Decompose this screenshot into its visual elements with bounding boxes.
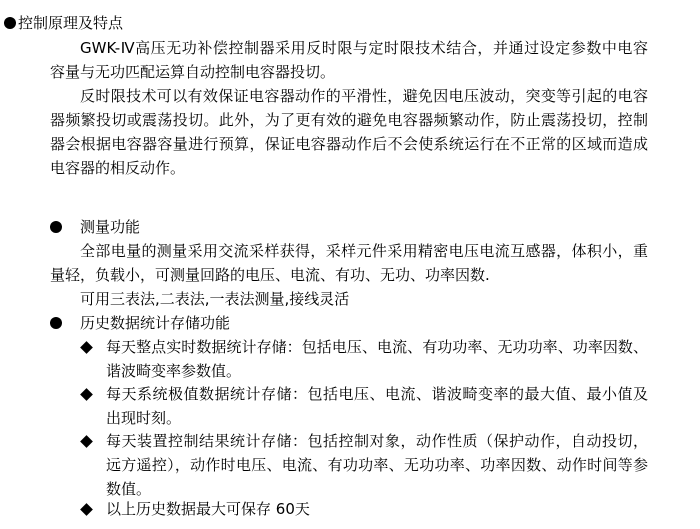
list-item-line: 谐波畸变率参数值。 — [106, 362, 242, 380]
section-bullet-icon — [50, 317, 62, 329]
section-heading: 历史数据统计存储功能 — [80, 314, 231, 332]
diamond-bullet-icon — [80, 435, 93, 448]
paragraph-line: GWK-Ⅳ高压无功补偿控制器采用反时限与定时限技术结合，并通过设定参数中电容 — [80, 39, 648, 57]
paragraph-line: 量轻，负载小，可测量回路的电压、电流、有功、无功、功率因数. — [50, 266, 490, 284]
paragraph-line: 全部电量的测量采用交流采样获得，采样元件采用精密电压电流互感器，体积小，重 — [80, 242, 648, 260]
list-item-line: 每天装置控制结果统计存储：包括控制对象，动作性质（保护动作，自动投切， — [106, 432, 648, 450]
paragraph-line: 电容器的相反动作。 — [50, 159, 186, 177]
list-item-line: 每天系统极值数据统计存储：包括电压、电流、谐波畸变率的最大值、最小值及 — [106, 385, 648, 403]
section-heading: 测量功能 — [80, 218, 141, 236]
paragraph-line: 可用三表法,二表法,一表法测量,接线灵活 — [80, 290, 350, 308]
list-item-line: 数值。 — [106, 480, 152, 498]
list-item-line: 出现时刻。 — [106, 409, 182, 427]
paragraph-line: 反时限技术可以有效保证电容器动作的平滑性，避免因电压波动，突变等引起的电容 — [80, 87, 648, 105]
diamond-bullet-icon — [80, 503, 93, 516]
paragraph-line: 器频繁投切或震荡投切。此外，为了更有效的避免电容器频繁动作，防止震荡投切，控制 — [50, 111, 648, 129]
section-bullet-icon — [50, 221, 62, 233]
section-bullet-icon — [4, 17, 16, 29]
paragraph-line: 器会根据电容器容量进行预算，保证电容器动作后不会使系统运行在不正常的区域而造成 — [50, 135, 648, 153]
list-item-line: 每天整点实时数据统计存储：包括电压、电流、有功功率、无功功率、功率因数、 — [106, 338, 648, 356]
list-item-line: 以上历史数据最大可保存 60天 — [106, 500, 310, 518]
diamond-bullet-icon — [80, 341, 93, 354]
paragraph-line: 容量与无功匹配运算自动控制电容器投切。 — [50, 63, 336, 81]
section-heading: 控制原理及特点 — [18, 14, 124, 32]
diamond-bullet-icon — [80, 388, 93, 401]
list-item-line: 远方遥控），动作时电压、电流、有功功率、无功功率、功率因数、动作时间等参 — [106, 456, 648, 474]
